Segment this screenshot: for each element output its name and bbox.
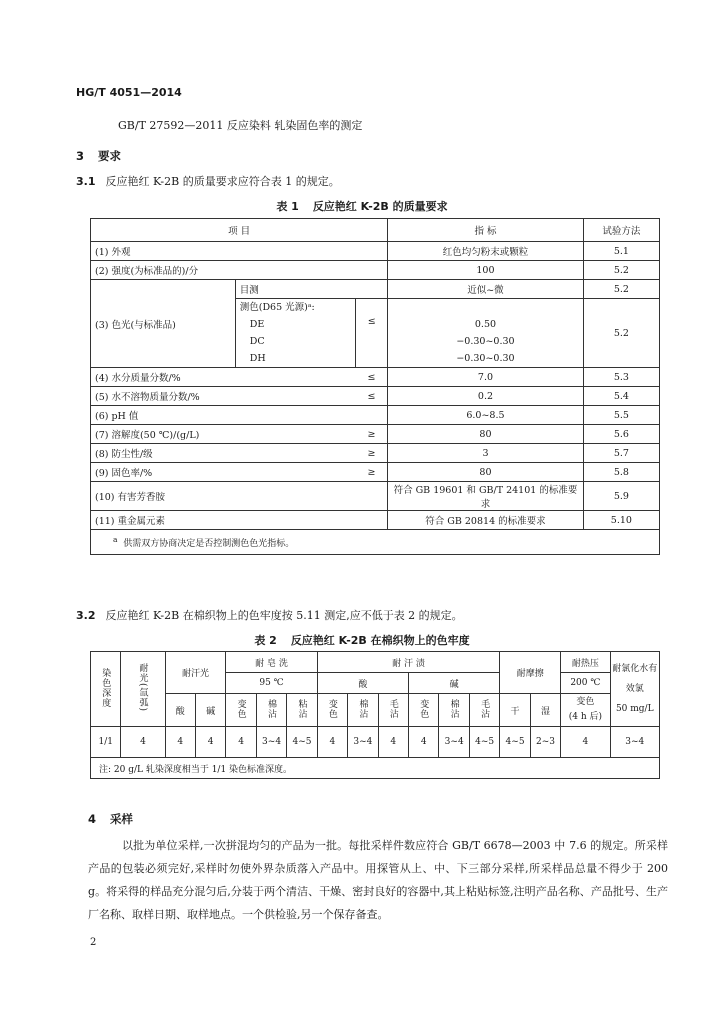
row-method: 5.9 [583,482,659,511]
table-row [91,482,660,511]
table-title: 反应艳红 K-2B 在棉织物上的色牢度 [290,634,470,647]
page-number: 2 [90,937,97,948]
row-index: 100 [388,261,584,280]
sampling-paragraph: 以批为单位采样,一次拼混均匀的产品为一批。每批采样件数应符合 GB/T 6678—2003 中 7.6 的规定。所采样产品的包装必须完好,采样时勿使外界杂质落入产品中。用探管从上、中、下三部分采样,所采样品总量不得少于 200 g。将采得的样品充分混匀后,分装于两个清洁、干燥、密封良好的容器中,其上粘贴标签,注明产品名称、产品批号、生产厂名称、取样日期、取样地点。一个供检验,另一个保存备查。 [88,839,668,921]
header-item: 项 目 [91,219,388,242]
header-sweat-light: 耐汗光 [165,652,226,694]
row-index: 6.0~8.5 [388,406,584,425]
value-cell: 4 [226,727,256,758]
table-row [91,727,660,758]
header-heat-temp: 200 ℃ [561,673,610,694]
row-item: (9) 固色率/% [91,463,356,482]
table-row [91,280,660,299]
sub-acid: 酸 [165,694,195,727]
measure-labels [235,299,355,368]
row-method: 5.5 [583,406,659,425]
clause-3-2 [76,607,463,623]
sub-cotton-text: 棉沾 [357,698,368,719]
sub-change-text: 变色 [418,698,429,719]
header-row-3 [91,694,660,727]
row-index: 0.2 [388,387,584,406]
row-symbol: ≤ [356,368,388,387]
dh-value: −0.30~0.30 [456,353,515,364]
section-4-heading [88,811,133,827]
clause-3-1 [76,173,340,189]
row-index: 3 [388,444,584,463]
sub-wool-text: 毛沾 [387,698,398,719]
header-rub: 耐摩擦 [500,652,561,694]
measure-values [388,299,584,368]
value-cell: 2~3 [530,727,560,758]
row-index: 80 [388,463,584,482]
reference-standard: GB/T 27592—2011 反应染料 轧染固色率的测定 [118,119,363,132]
value-cell: 4 [317,727,347,758]
note-text: 供需双方协商决定是否控制测色色光指标。 [123,539,295,549]
row-symbol: ≥ [356,444,388,463]
value-cell: 4 [378,727,408,758]
note-marker: a [113,535,118,544]
row-item: (1) 外观 [91,242,388,261]
row-item: (3) 色光(与标准品) [91,280,236,368]
value-cell: 4 [409,727,439,758]
sub-cotton-text: 棉沾 [448,698,459,719]
dc-label: DC [249,336,265,347]
table-note: 注: 20 g/L 轧染深度相当于 1/1 染色标准深度。 [91,758,660,779]
visual-label: 目测 [235,280,387,299]
less-equal-symbol: ≤ [356,299,388,368]
row-method: 5.2 [583,280,659,299]
sub-cotton [439,694,469,727]
section-title: 要求 [98,149,122,163]
value-cell: 3~4 [256,727,286,758]
row-index: 符合 GB 19601 和 GB/T 24101 的标准要求 [388,482,584,511]
table-row [91,425,660,444]
sub-wool-text: 毛沾 [479,698,490,719]
spacer [392,299,579,316]
row-index: 80 [388,425,584,444]
sub-heat [561,694,610,727]
row-symbol: ≤ [356,387,388,406]
table-row [91,444,660,463]
sub-wet: 湿 [530,694,560,727]
table-1-caption [0,198,724,214]
table-row [91,463,660,482]
header-acid: 酸 [317,673,408,694]
row-item: (5) 水不溶物质量分数/% [91,387,356,406]
header-row-1 [91,652,660,673]
sub-heat-time: (4 h 后) [568,712,602,722]
row-index: 红色均匀粉末或颗粒 [388,242,584,261]
value-cell: 4~5 [469,727,499,758]
header-light [121,652,165,727]
row-item: (2) 强度(为标准品的)/分 [91,261,388,280]
sub-wool [378,694,408,727]
row-method: 5.2 [583,261,659,280]
section-number: 4 [88,812,97,826]
header-method: 试验方法 [583,219,659,242]
table-row [91,261,660,280]
table-number: 表 1 [276,200,299,213]
chlorine-conc: 50 mg/L [615,704,654,714]
sub-heat-change: 变色 [576,697,595,707]
header-soap-temp: 95 ℃ [226,673,317,694]
dh-label: DH [249,353,266,364]
sub-stain-text: 粘沾 [296,698,307,719]
row-symbol: ≥ [356,463,388,482]
value-cell: 3~4 [348,727,378,758]
value-cell: 4~5 [287,727,317,758]
row-item: (7) 溶解度(50 ℃)/(g/L) [91,425,356,444]
quality-requirements-table [90,218,660,555]
table-number: 表 2 [254,634,277,647]
chlorine-label: 耐氯化水有效氯 [612,664,658,694]
table-row [91,242,660,261]
row-index: 符合 GB 20814 的标准要求 [388,511,584,530]
clause-number: 3.2 [76,609,96,622]
row-method: 5.4 [583,387,659,406]
row-item: (11) 重金属元素 [91,511,388,530]
table-row [91,406,660,425]
value-cell: 3~4 [439,727,469,758]
value-cell: 4 [121,727,165,758]
table-note-row [91,530,660,555]
clause-number: 3.1 [76,175,96,188]
section-number: 3 [76,149,85,163]
row-method: 5.3 [583,368,659,387]
table-note-row [91,758,660,779]
header-depth-text: 染色深度 [100,667,111,708]
row-method: 5.8 [583,463,659,482]
standard-code: HG/T 4051—2014 [76,86,182,99]
sub-dry: 干 [500,694,530,727]
sub-cotton [348,694,378,727]
table-2-caption [0,632,724,648]
row-method: 5.2 [583,299,659,368]
sub-stain [287,694,317,727]
table-row [91,368,660,387]
section-3-heading [76,148,121,164]
table-row [91,511,660,530]
de-label: DE [249,319,265,330]
sub-cotton [256,694,286,727]
header-sweat: 耐 汗 渍 [317,652,500,673]
row-index: 近似~微 [388,280,584,299]
value-cell: 4 [165,727,195,758]
row-item: (4) 水分质量分数/% [91,368,356,387]
color-fastness-table [90,651,660,779]
sub-change [409,694,439,727]
row-item: (6) pH 值 [91,406,388,425]
header-chlorine [610,652,659,727]
sub-alkali: 碱 [195,694,225,727]
header-light-text: 耐光(氙弧) [137,662,148,713]
value-cell: 4 [561,727,610,758]
value-cell: 4 [195,727,225,758]
sub-change [317,694,347,727]
sub-change-text: 变色 [235,698,246,719]
row-method: 5.6 [583,425,659,444]
value-cell: 1/1 [91,727,121,758]
table-note [91,530,660,555]
table-row [91,387,660,406]
sub-wool [469,694,499,727]
header-depth [91,652,121,727]
value-cell: 3~4 [610,727,659,758]
clause-text: 反应艳红 K-2B 的质量要求应符合表 1 的规定。 [105,175,340,188]
measure-label: 测色(D65 光源)ᵃ: [239,302,315,313]
sub-change-text: 变色 [326,698,337,719]
header-index: 指 标 [388,219,584,242]
dc-value: −0.30~0.30 [456,336,515,347]
clause-text: 反应艳红 K-2B 在棉织物上的色牢度按 5.11 测定,应不低于表 2 的规定。 [105,609,463,622]
sub-cotton-text: 棉沾 [266,698,277,719]
row-method: 5.1 [583,242,659,261]
table-header-row [91,219,660,242]
table-title: 反应艳红 K-2B 的质量要求 [312,200,448,213]
section-title: 采样 [110,812,134,826]
row-item: (10) 有害芳香胺 [91,482,388,511]
row-item: (8) 防尘性/级 [91,444,356,463]
header-heat: 耐热压 [561,652,610,673]
row-symbol: ≥ [356,425,388,444]
row-index: 7.0 [388,368,584,387]
de-value: 0.50 [474,319,497,330]
row-method: 5.10 [583,511,659,530]
sub-change [226,694,256,727]
value-cell: 4~5 [500,727,530,758]
header-soap: 耐 皂 洗 [226,652,317,673]
header-alkali: 碱 [409,673,500,694]
row-method: 5.7 [583,444,659,463]
